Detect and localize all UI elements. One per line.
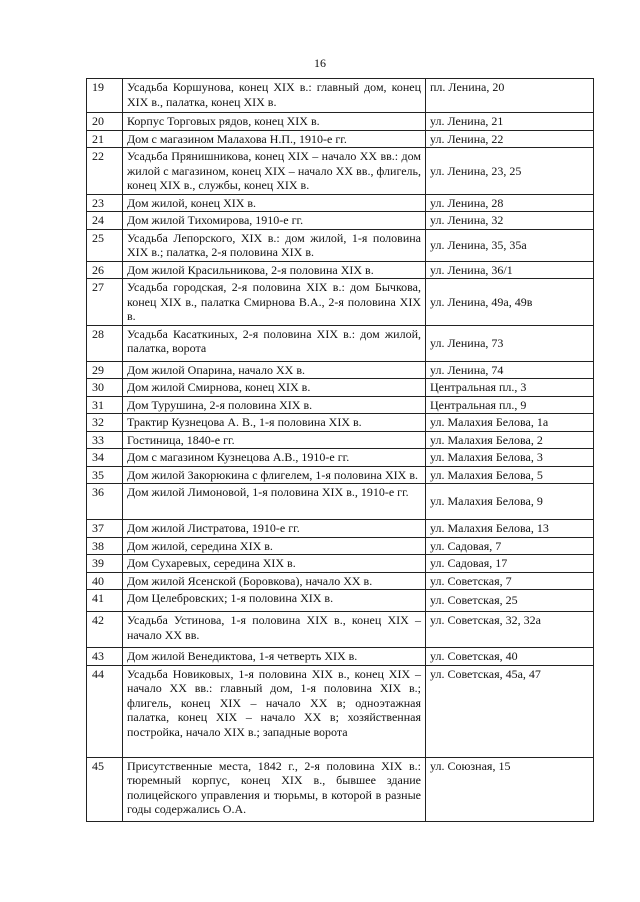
object-name: Дом жилой Смирнова, конец XIX в. — [123, 379, 426, 397]
table-row — [87, 520, 594, 538]
page-number: 16 — [314, 56, 326, 70]
object-name: Присутственные места, 1842 г., 2-я половина XIX в.: тюремный корпус, конец XIX в., бывшее здание полицейского управления и тюрьмы, в которой в разные годы содержались О.А. — [123, 757, 426, 821]
table-row — [87, 279, 594, 326]
object-address: ул. Ленина, 32 — [426, 212, 594, 230]
object-name: Усадьба Касаткиных, 2-я половина XIX в.: дом жилой, палатка, ворота — [123, 325, 426, 361]
object-name: Дом жилой Венедиктова, 1-я четверть XIX в. — [123, 648, 426, 666]
row-number: 28 — [87, 325, 123, 361]
object-name: Дом с магазином Кузнецова А.В., 1910-е гг. — [123, 449, 426, 467]
object-address: ул. Садовая, 7 — [426, 537, 594, 555]
object-name: Дом жилой, конец XIX в. — [123, 194, 426, 212]
row-number: 44 — [87, 665, 123, 757]
table-row — [87, 449, 594, 467]
object-name: Усадьба Лепорского, XIX в.: дом жилой, 1-я половина XIX в.; палатка, 2-я половина XIX в. — [123, 229, 426, 261]
object-address: ул. Малахия Белова, 5 — [426, 466, 594, 484]
object-name: Дом жилой Листратова, 1910-е гг. — [123, 520, 426, 538]
object-name: Дом Турушина, 2-я половина XIX в. — [123, 396, 426, 414]
table-row — [87, 194, 594, 212]
object-name: Корпус Торговых рядов, конец XIX в. — [123, 113, 426, 131]
object-address: ул. Ленина, 74 — [426, 361, 594, 379]
table-row — [87, 113, 594, 131]
object-name: Дом жилой Ясенской (Боровкова), начало XX в. — [123, 572, 426, 590]
row-number: 38 — [87, 537, 123, 555]
object-address: Центральная пл., 9 — [426, 396, 594, 414]
object-address: ул. Союзная, 15 — [426, 757, 594, 821]
table-row — [87, 79, 594, 113]
object-address: ул. Советская, 25 — [426, 590, 594, 612]
table-row — [87, 261, 594, 279]
table-row — [87, 396, 594, 414]
object-address: ул. Малахия Белова, 3 — [426, 449, 594, 467]
table-row — [87, 325, 594, 361]
object-address: ул. Ленина, 23, 25 — [426, 148, 594, 195]
object-name: Дом жилой Опарина, начало XX в. — [123, 361, 426, 379]
object-address: ул. Советская, 32, 32а — [426, 612, 594, 648]
object-name: Дом жилой, середина XIX в. — [123, 537, 426, 555]
object-address: ул. Малахия Белова, 1а — [426, 414, 594, 432]
table-row — [87, 757, 594, 821]
table-row — [87, 130, 594, 148]
object-name: Дом жилой Тихомирова, 1910-е гг. — [123, 212, 426, 230]
object-address: ул. Ленина, 73 — [426, 325, 594, 361]
row-number: 42 — [87, 612, 123, 648]
row-number: 19 — [87, 79, 123, 113]
heritage-objects-table — [86, 78, 594, 822]
object-name: Усадьба городская, 2-я половина XIX в.: дом Бычкова, конец XIX в., палатка Смирнова В.А., 2-я половина XIX в. — [123, 279, 426, 326]
object-name: Усадьба Коршунова, конец XIX в.: главный дом, конец XIX в., палатка, конец XIX в. — [123, 79, 426, 113]
object-name: Гостиница, 1840-е гг. — [123, 431, 426, 449]
row-number: 40 — [87, 572, 123, 590]
table-row — [87, 212, 594, 230]
table-row — [87, 590, 594, 612]
table-row — [87, 537, 594, 555]
object-name: Дом с магазином Малахова Н.П., 1910-е гг. — [123, 130, 426, 148]
table-row — [87, 379, 594, 397]
row-number: 23 — [87, 194, 123, 212]
object-address: ул. Ленина, 22 — [426, 130, 594, 148]
object-name: Дом Целебровских; 1-я половина XIX в. — [123, 590, 426, 612]
table-row — [87, 431, 594, 449]
object-address: ул. Ленина, 21 — [426, 113, 594, 131]
table-row — [87, 361, 594, 379]
table-row — [87, 612, 594, 648]
object-address: ул. Малахия Белова, 9 — [426, 484, 594, 520]
row-number: 41 — [87, 590, 123, 612]
object-address: ул. Малахия Белова, 13 — [426, 520, 594, 538]
object-address: ул. Ленина, 36/1 — [426, 261, 594, 279]
object-name: Дом жилой Лимоновой, 1-я половина XIX в., 1910-е гг. — [123, 484, 426, 520]
row-number: 35 — [87, 466, 123, 484]
row-number: 37 — [87, 520, 123, 538]
table-row — [87, 229, 594, 261]
object-name: Усадьба Новиковых, 1-я половина XIX в., конец XIX – начало XX вв.: главный дом, 1-я половина XIX в.; флигель, конец XIX – начало XX в; одноэтажная палатка, конец XIX – начало XX в; хозяйственная постройка, начало XIX в.; западные ворота — [123, 665, 426, 757]
row-number: 29 — [87, 361, 123, 379]
object-name: Усадьба Прянишникова, конец XIX – начало XX вв.: дом жилой с магазином, конец XIX – начало XX вв., флигель, конец XIX в., службы, конец XIX в. — [123, 148, 426, 195]
row-number: 27 — [87, 279, 123, 326]
row-number: 22 — [87, 148, 123, 195]
row-number: 39 — [87, 555, 123, 573]
object-name: Дом жилой Закорюкина с флигелем, 1-я половина XIX в. — [123, 466, 426, 484]
object-name: Дом жилой Красильникова, 2-я половина XIX в. — [123, 261, 426, 279]
row-number: 25 — [87, 229, 123, 261]
object-address: ул. Советская, 7 — [426, 572, 594, 590]
object-name: Трактир Кузнецова А. В., 1-я половина XIX в. — [123, 414, 426, 432]
object-address: ул. Ленина, 35, 35а — [426, 229, 594, 261]
object-address: пл. Ленина, 20 — [426, 79, 594, 113]
object-address: ул. Ленина, 28 — [426, 194, 594, 212]
row-number: 31 — [87, 396, 123, 414]
row-number: 30 — [87, 379, 123, 397]
table-row — [87, 414, 594, 432]
table-row — [87, 484, 594, 520]
table-row — [87, 572, 594, 590]
table-row — [87, 148, 594, 195]
object-name: Усадьба Устинова, 1-я половина XIX в., конец XIX – начало XX вв. — [123, 612, 426, 648]
object-address: Центральная пл., 3 — [426, 379, 594, 397]
object-address: ул. Ленина, 49а, 49в — [426, 279, 594, 326]
row-number: 34 — [87, 449, 123, 467]
row-number: 33 — [87, 431, 123, 449]
table-row — [87, 466, 594, 484]
table-row — [87, 555, 594, 573]
object-address: ул. Советская, 40 — [426, 648, 594, 666]
object-address: ул. Садовая, 17 — [426, 555, 594, 573]
row-number: 24 — [87, 212, 123, 230]
row-number: 21 — [87, 130, 123, 148]
row-number: 36 — [87, 484, 123, 520]
table-row — [87, 665, 594, 757]
row-number: 26 — [87, 261, 123, 279]
object-name: Дом Сухаревых, середина XIX в. — [123, 555, 426, 573]
row-number: 32 — [87, 414, 123, 432]
row-number: 43 — [87, 648, 123, 666]
table-row — [87, 648, 594, 666]
object-address: ул. Советская, 45а, 47 — [426, 665, 594, 757]
row-number: 20 — [87, 113, 123, 131]
object-address: ул. Малахия Белова, 2 — [426, 431, 594, 449]
row-number: 45 — [87, 757, 123, 821]
